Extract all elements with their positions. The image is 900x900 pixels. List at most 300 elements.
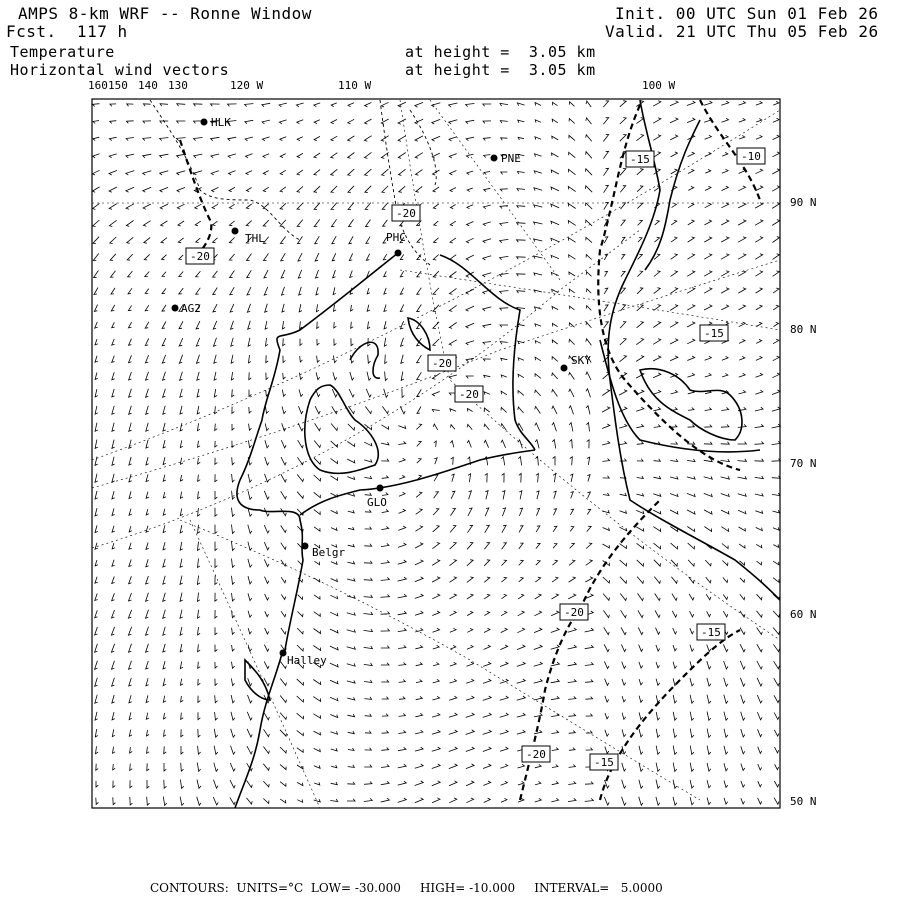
wind-vector [109,137,116,140]
wind-vector [449,137,457,141]
wind-vector [671,543,678,549]
wind-vector [551,170,559,174]
wind-vector [483,662,491,666]
wind-vector [738,271,746,277]
wind-vector [110,121,117,124]
wind-vector [266,407,269,414]
wind-vector [552,306,558,309]
wind-vector [347,612,355,615]
wind-vector [111,288,115,294]
wind-vector [264,525,269,533]
wind-vector [622,696,626,702]
wind-vector [95,577,98,583]
svg-text:-15: -15 [704,327,724,340]
wind-vector [95,406,98,414]
wind-vector [245,120,253,123]
wind-vector [215,593,217,601]
wind-vector [180,797,184,806]
wind-vector [466,238,473,243]
wind-vector [109,187,117,192]
wind-vector [314,120,320,124]
wind-vector [365,510,371,513]
svg-text:-20: -20 [526,748,546,761]
wind-vector [365,748,372,750]
wind-vector [518,764,525,768]
wind-vector [313,697,320,702]
wind-vector [637,305,643,311]
wind-vector [129,491,132,498]
wind-vector [551,187,559,191]
wind-vector [232,662,235,669]
wind-vector [639,662,643,668]
wind-vector [126,121,133,124]
wind-vector [211,137,220,140]
wind-vector [384,271,387,276]
wind-vector [248,474,252,482]
wind-vector [517,223,526,226]
wind-vector [331,528,337,531]
wind-vector [163,559,166,567]
wind-vector [198,679,201,685]
wind-vector [450,628,456,632]
wind-vector [721,101,729,105]
wind-vector [772,441,781,444]
wind-vector [670,476,678,479]
wind-vector [704,510,712,514]
wind-vector [688,425,695,428]
wind-vector [198,696,200,703]
wind-vector [450,171,457,175]
wind-vector [247,746,252,754]
wind-vector [385,372,388,381]
wind-vector [197,780,201,789]
wind-vector [721,459,730,462]
wind-vector [163,696,166,703]
wind-vector [331,136,337,141]
forecast-hour: Fcst. 117 h [6,22,128,41]
wind-vector [160,138,169,141]
wind-vector [724,798,728,804]
wind-vector [773,628,779,635]
wind-vector [265,474,270,482]
wind-vector [535,423,540,431]
wind-vector [636,424,643,427]
lon-label-140: 140 [138,79,158,92]
wind-vector [551,628,559,633]
wind-vector [263,781,269,787]
wind-vector [263,799,269,804]
wind-vector [143,187,151,192]
wind-vector [164,780,167,788]
wind-vector [433,679,440,683]
wind-vector [180,780,183,789]
wind-vector [722,544,728,549]
wind-vector [281,270,285,278]
wind-vector [334,339,337,346]
wind-vector [163,475,166,482]
wind-vector [180,576,183,585]
wind-vector [602,390,609,396]
wind-vector [586,748,593,751]
wind-vector [381,781,389,784]
wind-vector [198,644,201,651]
wind-vector [112,406,115,414]
contour-minus-15-east [598,105,740,470]
wind-vector [331,153,338,158]
wind-vector [415,781,424,786]
wind-vector [415,526,422,531]
wind-vector [569,748,575,751]
wind-vector [501,628,508,633]
wind-vector [772,424,781,428]
wind-vector [517,172,524,175]
wind-vector [741,798,745,804]
wind-vector [146,695,149,702]
wind-vector [534,713,542,717]
wind-vector [604,627,610,634]
wind-vector [163,509,166,515]
wind-vector [432,730,440,734]
wind-vector [248,576,252,584]
wind-vector [466,323,474,328]
wind-vector [722,118,729,122]
wind-vector [348,119,354,124]
wind-vector [163,661,166,669]
wind-vector [95,339,98,345]
wind-vector [433,255,438,261]
wind-vector [316,372,320,379]
wind-vector [416,662,423,665]
wind-vector [739,135,745,139]
wind-vector [214,780,219,788]
wind-vector [364,697,371,700]
wind-vector [620,544,627,549]
wind-vector [248,338,251,346]
wind-vector [384,305,387,312]
wind-vector [570,543,575,548]
lat-label-70: 70 N [790,457,817,470]
wind-vector [449,120,458,124]
wind-vector [603,577,610,583]
wind-vector [365,714,372,717]
wind-vector [382,697,389,699]
wind-vector [704,459,712,462]
wind-vector [670,135,678,140]
wind-vector [450,205,455,209]
wind-vector [111,627,114,635]
wind-vector [314,458,321,464]
wind-vector [586,186,593,192]
wind-vector [724,729,728,738]
wind-vector [553,102,558,105]
wind-vector [228,154,236,158]
wind-vector [197,797,201,806]
wind-vector [517,274,526,276]
wind-vector [553,560,558,565]
wind-vector [705,560,711,566]
wind-vector [229,187,235,191]
wind-vector [432,136,440,141]
contour-label-7 [455,386,483,402]
wind-vector [432,696,439,700]
wind-vector [722,169,728,173]
wind-vector [299,373,302,380]
wind-vector [501,457,504,466]
wind-vector [773,527,779,530]
wind-vector [313,680,320,685]
wind-vector [368,355,371,363]
wind-vector [160,171,169,175]
wind-vector [568,221,575,226]
wind-vector [143,221,150,227]
wind-vector [146,406,149,415]
wind-vector [468,508,472,516]
lon-line-d [92,110,780,460]
wind-vector [298,595,303,600]
wind-vector [95,440,98,449]
wind-vector [500,308,508,311]
wind-vector [637,203,642,209]
wind-vector [707,729,711,738]
wind-vector [639,746,643,754]
wind-vector [195,204,202,209]
wind-vector [334,305,337,312]
wind-vector [130,797,133,805]
wind-vector [416,424,421,430]
wind-vector [94,288,98,295]
wind-vector [653,390,661,394]
wind-vector [162,272,166,277]
wind-vector [347,697,355,700]
wind-vector [620,135,626,142]
wind-vector [213,238,218,243]
wind-vector [214,355,217,363]
wind-vector [639,712,643,719]
wind-vector [432,764,440,769]
wind-vector [637,271,642,277]
wind-vector [432,153,440,158]
wind-vector [299,304,302,312]
wind-vector [449,340,457,346]
wind-vector [264,542,269,550]
wind-vector [348,103,354,107]
wind-vector [232,407,234,414]
wind-vector [620,339,626,346]
wind-vector [604,644,609,651]
wind-vector [500,696,509,700]
wind-vector [160,187,168,192]
wind-vector [280,747,286,753]
wind-vector [604,254,607,260]
wind-vector [146,474,149,481]
wind-vector [282,321,285,329]
wind-vector [129,526,132,532]
wind-vector [603,510,610,513]
wind-vector [568,645,577,649]
wind-vector [483,713,492,718]
wind-vector [398,119,406,124]
wind-vector [739,101,746,105]
wind-vector [604,322,609,328]
wind-vector [113,781,115,788]
wind-vector [518,407,524,413]
ice-island-1 [350,342,380,378]
wind-vector [501,577,506,582]
wind-vector [247,729,252,737]
wind-vector [604,661,609,668]
wind-vector [112,457,115,466]
wind-vector [620,356,627,362]
wind-vector [466,730,475,735]
wind-vector [738,459,747,462]
wind-vector [586,372,591,380]
wind-vector [466,747,474,752]
wind-vector [215,458,217,465]
wind-vector [181,763,184,771]
wind-vector [231,321,234,329]
wind-vector [552,423,557,432]
wind-vector [297,679,304,685]
wind-vector [605,271,608,276]
wind-vector [587,440,589,448]
wind-vector [402,389,405,398]
wind-vector [213,271,218,277]
wind-vector [333,287,336,294]
wind-vector [298,270,301,278]
wind-vector [569,152,576,157]
wind-vector [232,491,235,499]
wind-vector [551,272,558,275]
wind-vector [129,406,132,415]
wind-vector [739,544,745,548]
wind-vector [266,355,268,362]
wind-vector [586,101,591,107]
wind-vector [95,491,98,499]
wind-vector [281,457,286,465]
wind-vector [194,171,202,175]
wind-vector [347,630,356,633]
wind-vector [398,594,407,598]
wind-vector [467,577,473,583]
wind-vector [163,492,166,498]
wind-vector [95,373,98,380]
wind-vector [314,578,320,582]
wind-vector [297,220,303,227]
wind-vector [756,135,762,139]
wind-vector [433,204,438,209]
wind-vector [315,253,319,261]
wind-vector [621,237,625,242]
wind-vector [619,390,627,395]
wind-vector [724,661,728,669]
wind-vector [772,169,779,174]
wind-vector [758,764,762,770]
wind-vector [756,118,762,122]
wind-vector [348,203,354,210]
wind-vector [721,527,728,532]
wind-vector [348,169,355,175]
wind-vector [196,238,201,243]
wind-vector [129,543,132,549]
wind-vector [585,628,594,632]
wind-vector [721,288,729,293]
wind-vector [586,406,590,415]
wind-vector [349,389,354,397]
wind-vector [722,561,728,566]
wind-vector [248,321,251,329]
wind-vector [415,153,423,159]
wind-vector [281,662,287,669]
wind-vector [483,205,490,209]
wind-vector [317,322,319,329]
wind-vector [773,118,779,122]
wind-vector [164,746,167,753]
wind-vector [264,287,268,295]
station-dot-ag2 [172,305,179,312]
wind-vector [568,662,577,666]
wind-vector [92,187,99,192]
wind-vector [399,186,405,192]
wind-vector [775,747,779,753]
wind-vector [501,172,508,174]
wind-vector [297,748,303,753]
wind-vector [333,270,336,278]
wind-vector [433,288,439,294]
wind-vector [263,204,269,209]
wind-vector [552,357,558,362]
wind-vector [603,528,610,531]
wind-vector [95,729,98,737]
wind-vector [314,629,321,634]
wind-vector [215,525,217,534]
wind-vector [248,611,252,617]
wind-vector [195,221,201,226]
wind-vector [384,321,387,329]
wind-vector [772,407,780,411]
wind-vector [656,645,660,651]
wind-vector [483,138,490,141]
wind-vector [264,661,269,668]
station-label-thl: THL [245,232,265,245]
wind-vector [741,695,746,703]
east-coast [608,100,780,600]
wind-vector [162,255,167,260]
wind-vector [348,527,354,530]
wind-vector [587,289,592,293]
wind-vector [518,391,524,396]
wind-vector [264,712,270,720]
wind-vector [671,237,677,242]
wind-vector [772,220,780,226]
wind-vector [264,253,269,260]
wind-vector [687,339,695,344]
wind-vector [687,459,695,462]
wind-vector [232,457,235,464]
wind-vector [773,305,779,310]
wind-vector [501,358,508,361]
wind-vector [198,441,201,448]
wind-vector [417,271,421,277]
wind-vector [315,406,320,414]
wind-vector [280,696,286,703]
wind-vector [450,238,456,243]
wind-vector [603,476,610,478]
wind-vector [721,476,730,479]
wind-vector [501,611,507,616]
wind-vector [249,355,252,363]
wind-vector [297,765,303,769]
wind-vector [687,476,695,479]
